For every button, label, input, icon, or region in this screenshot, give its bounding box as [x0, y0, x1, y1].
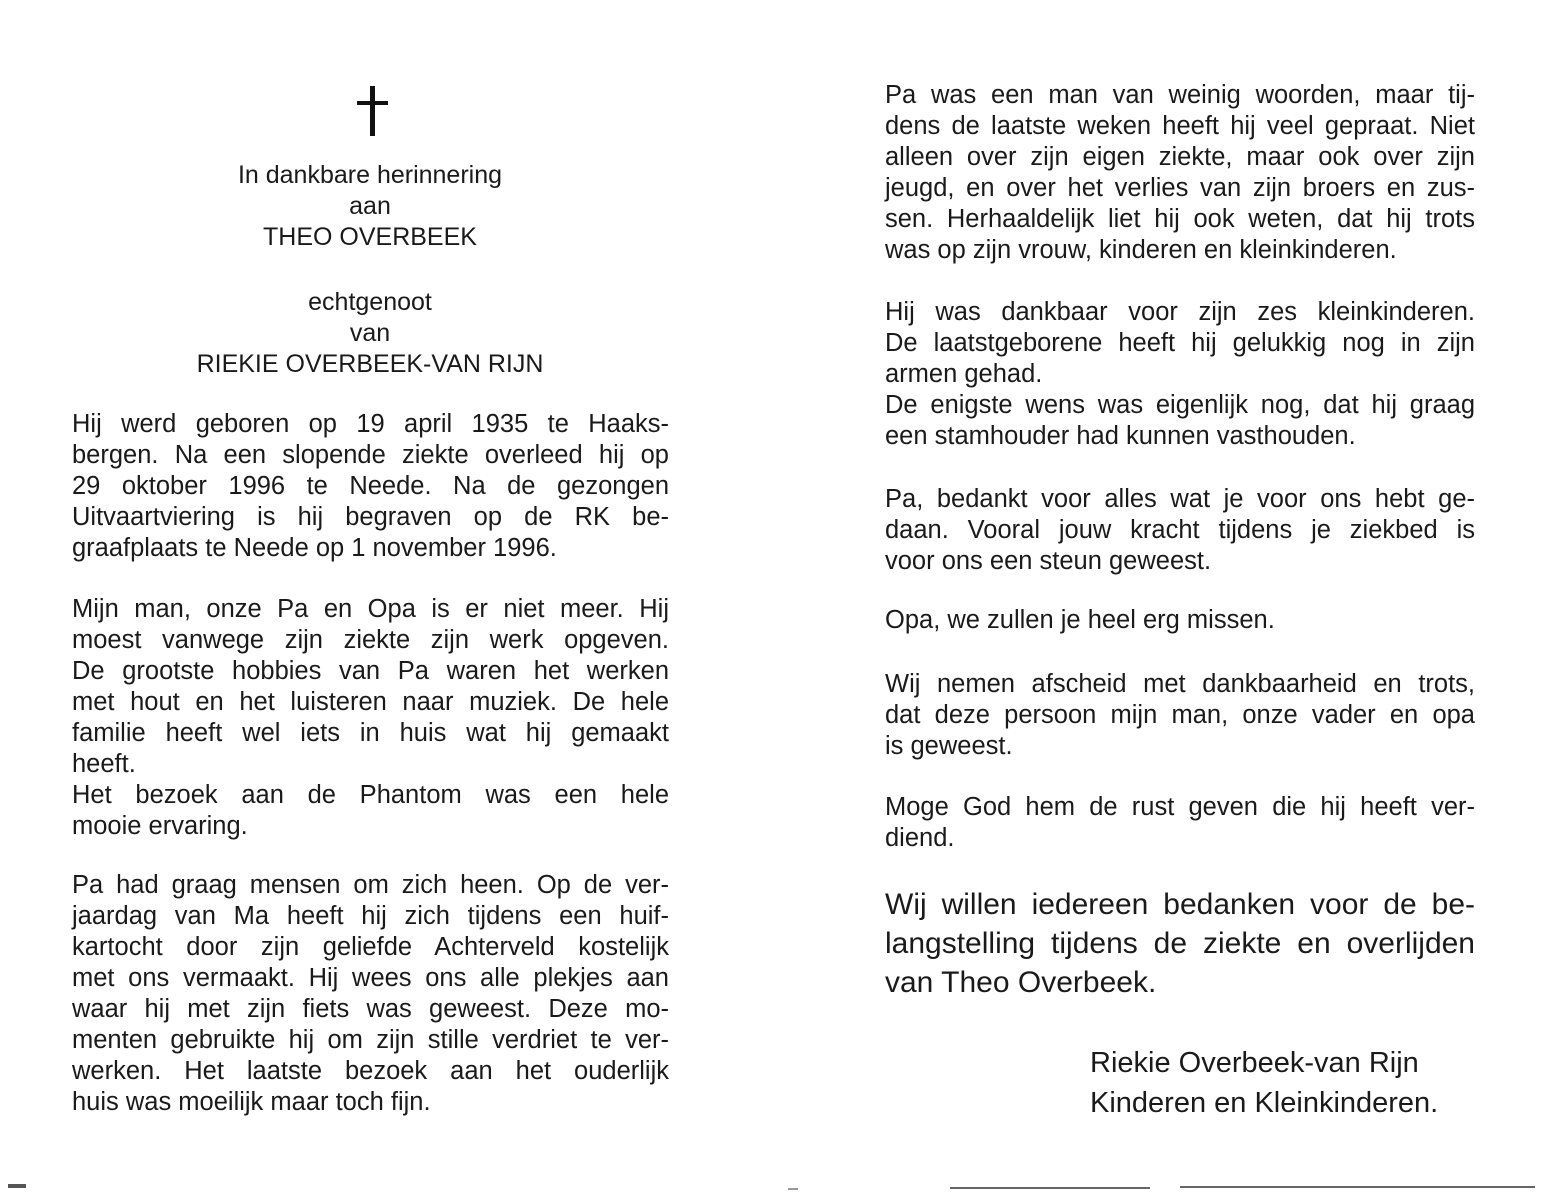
- cross-icon: [349, 86, 395, 136]
- signature-line: Kinderen en Kleinkinderen.: [1090, 1087, 1439, 1119]
- memories-paragraph: [72, 594, 669, 842]
- intro-line: In dankbare herinnering: [237, 161, 503, 189]
- text-line: Hij werd geboren op 19 april 1935 te Haaks-: [72, 410, 669, 438]
- memories-paragraph: [72, 870, 669, 1118]
- text-line: Opa, we zullen je heel erg missen.: [885, 606, 1275, 634]
- text-line: Pa had graag mensen om zich heen. Op de ver-: [72, 871, 669, 899]
- text-line: met hout en het luisteren naar muziek. De hele: [72, 688, 669, 716]
- deceased-name: THEO OVERBEEK: [263, 223, 477, 251]
- text-line: is geweest.: [885, 732, 1013, 760]
- spouse-line: van: [349, 319, 391, 347]
- text-line: jaardag van Ma heeft hij zich tijdens een huif-: [72, 902, 669, 930]
- text-line: huis was moeilijk maar toch fijn.: [72, 1088, 431, 1116]
- text-line: met ons vermaakt. Hij wees ons alle plekjes aan: [72, 964, 669, 992]
- biography-paragraph: [72, 409, 669, 564]
- scan-mark: [950, 1187, 1150, 1189]
- text-line: mooie ervaring.: [72, 812, 248, 840]
- thanks-paragraph: [885, 885, 1475, 1002]
- text-line: dat deze persoon mijn man, onze vader en opa: [885, 701, 1475, 729]
- text-line: Hij was dankbaar voor zijn zes kleinkinderen.: [885, 298, 1475, 326]
- text-line: De laatstgeborene heeft hij gelukkig nog in zijn: [885, 329, 1475, 357]
- text-line: 29 oktober 1996 te Neede. Na de gezongen: [72, 472, 669, 500]
- reflection-paragraph: [885, 80, 1475, 266]
- text-line: een stamhouder had kunnen vasthouden.: [885, 422, 1356, 450]
- spouse-name: RIEKIE OVERBEEK-VAN RIJN: [196, 350, 544, 378]
- text-line: dens de laatste weken heeft hij veel gepraat. Niet: [885, 112, 1475, 140]
- right-page: [775, 0, 1550, 1200]
- text-line: De enigste wens was eigenlijk nog, dat hij graag: [885, 391, 1475, 419]
- text-line: armen gehad.: [885, 360, 1043, 388]
- gratitude-paragraph: [885, 484, 1475, 577]
- text-line: jeugd, en over het verlies van zijn broers en zus-: [885, 174, 1475, 202]
- farewell-paragraph: [885, 669, 1475, 762]
- text-line: De grootste hobbies van Pa waren het werken: [72, 657, 669, 685]
- text-line: alleen over zijn eigen ziekte, maar ook over zijn: [885, 143, 1475, 171]
- scan-mark: [1180, 1186, 1535, 1188]
- spouse-line: echtgenoot: [308, 288, 432, 316]
- text-line: sen. Herhaaldelijk liet hij ook weten, dat hij trots: [885, 205, 1475, 233]
- memorial-heading: [70, 160, 670, 253]
- signature-line: Riekie Overbeek-van Rijn: [1090, 1047, 1419, 1079]
- text-line: Wij willen iedereen bedanken voor de be-: [885, 888, 1475, 921]
- text-line: Uitvaartviering is hij begraven op de RK be-: [72, 503, 669, 531]
- text-line: graafplaats te Neede op 1 november 1996.: [72, 534, 557, 562]
- text-line: kartocht door zijn geliefde Achterveld kostelijk: [72, 933, 669, 961]
- text-line: was op zijn vrouw, kinderen en kleinkinderen.: [885, 236, 1397, 264]
- text-line: Mijn man, onze Pa en Opa is er niet meer. Hij: [72, 595, 669, 623]
- text-line: diend.: [885, 824, 955, 852]
- scan-mark: [788, 1188, 798, 1190]
- text-line: waar hij met zijn fiets was geweest. Deze mo-: [72, 995, 669, 1023]
- text-line: voor ons een steun geweest.: [885, 547, 1212, 575]
- scan-mark: [8, 1184, 26, 1188]
- text-line: werken. Het laatste bezoek aan het ouderlijk: [72, 1057, 669, 1085]
- text-line: Pa, bedankt voor alles wat je voor ons hebt ge-: [885, 485, 1475, 513]
- prayer-paragraph: [885, 792, 1475, 854]
- grandchildren-paragraph: [885, 297, 1475, 452]
- farewell-paragraph: [885, 605, 1475, 636]
- text-line: Moge God hem de rust geven die hij heeft ver-: [885, 793, 1475, 821]
- signature-block: [1090, 1043, 1438, 1123]
- text-line: Wij nemen afscheid met dankbaarheid en trots,: [885, 670, 1475, 698]
- text-line: heeft.: [72, 750, 136, 778]
- text-line: bergen. Na een slopende ziekte overleed hij op: [72, 441, 669, 469]
- text-line: familie heeft wel iets in huis wat hij gemaakt: [72, 719, 669, 747]
- text-line: menten gebruikte hij om zijn stille verdriet te ver-: [72, 1026, 669, 1054]
- spouse-heading: [70, 287, 670, 380]
- text-line: langstelling tijdens de ziekte en overlijden: [885, 927, 1475, 960]
- text-line: daan. Vooral jouw kracht tijdens je ziekbed is: [885, 516, 1475, 544]
- text-line: moest vanwege zijn ziekte zijn werk opgeven.: [72, 626, 669, 654]
- text-line: Het bezoek aan de Phantom was een hele: [72, 781, 669, 809]
- text-line: Pa was een man van weinig woorden, maar tij-: [885, 81, 1475, 109]
- intro-line: aan: [349, 192, 391, 220]
- text-line: van Theo Overbeek.: [885, 966, 1157, 999]
